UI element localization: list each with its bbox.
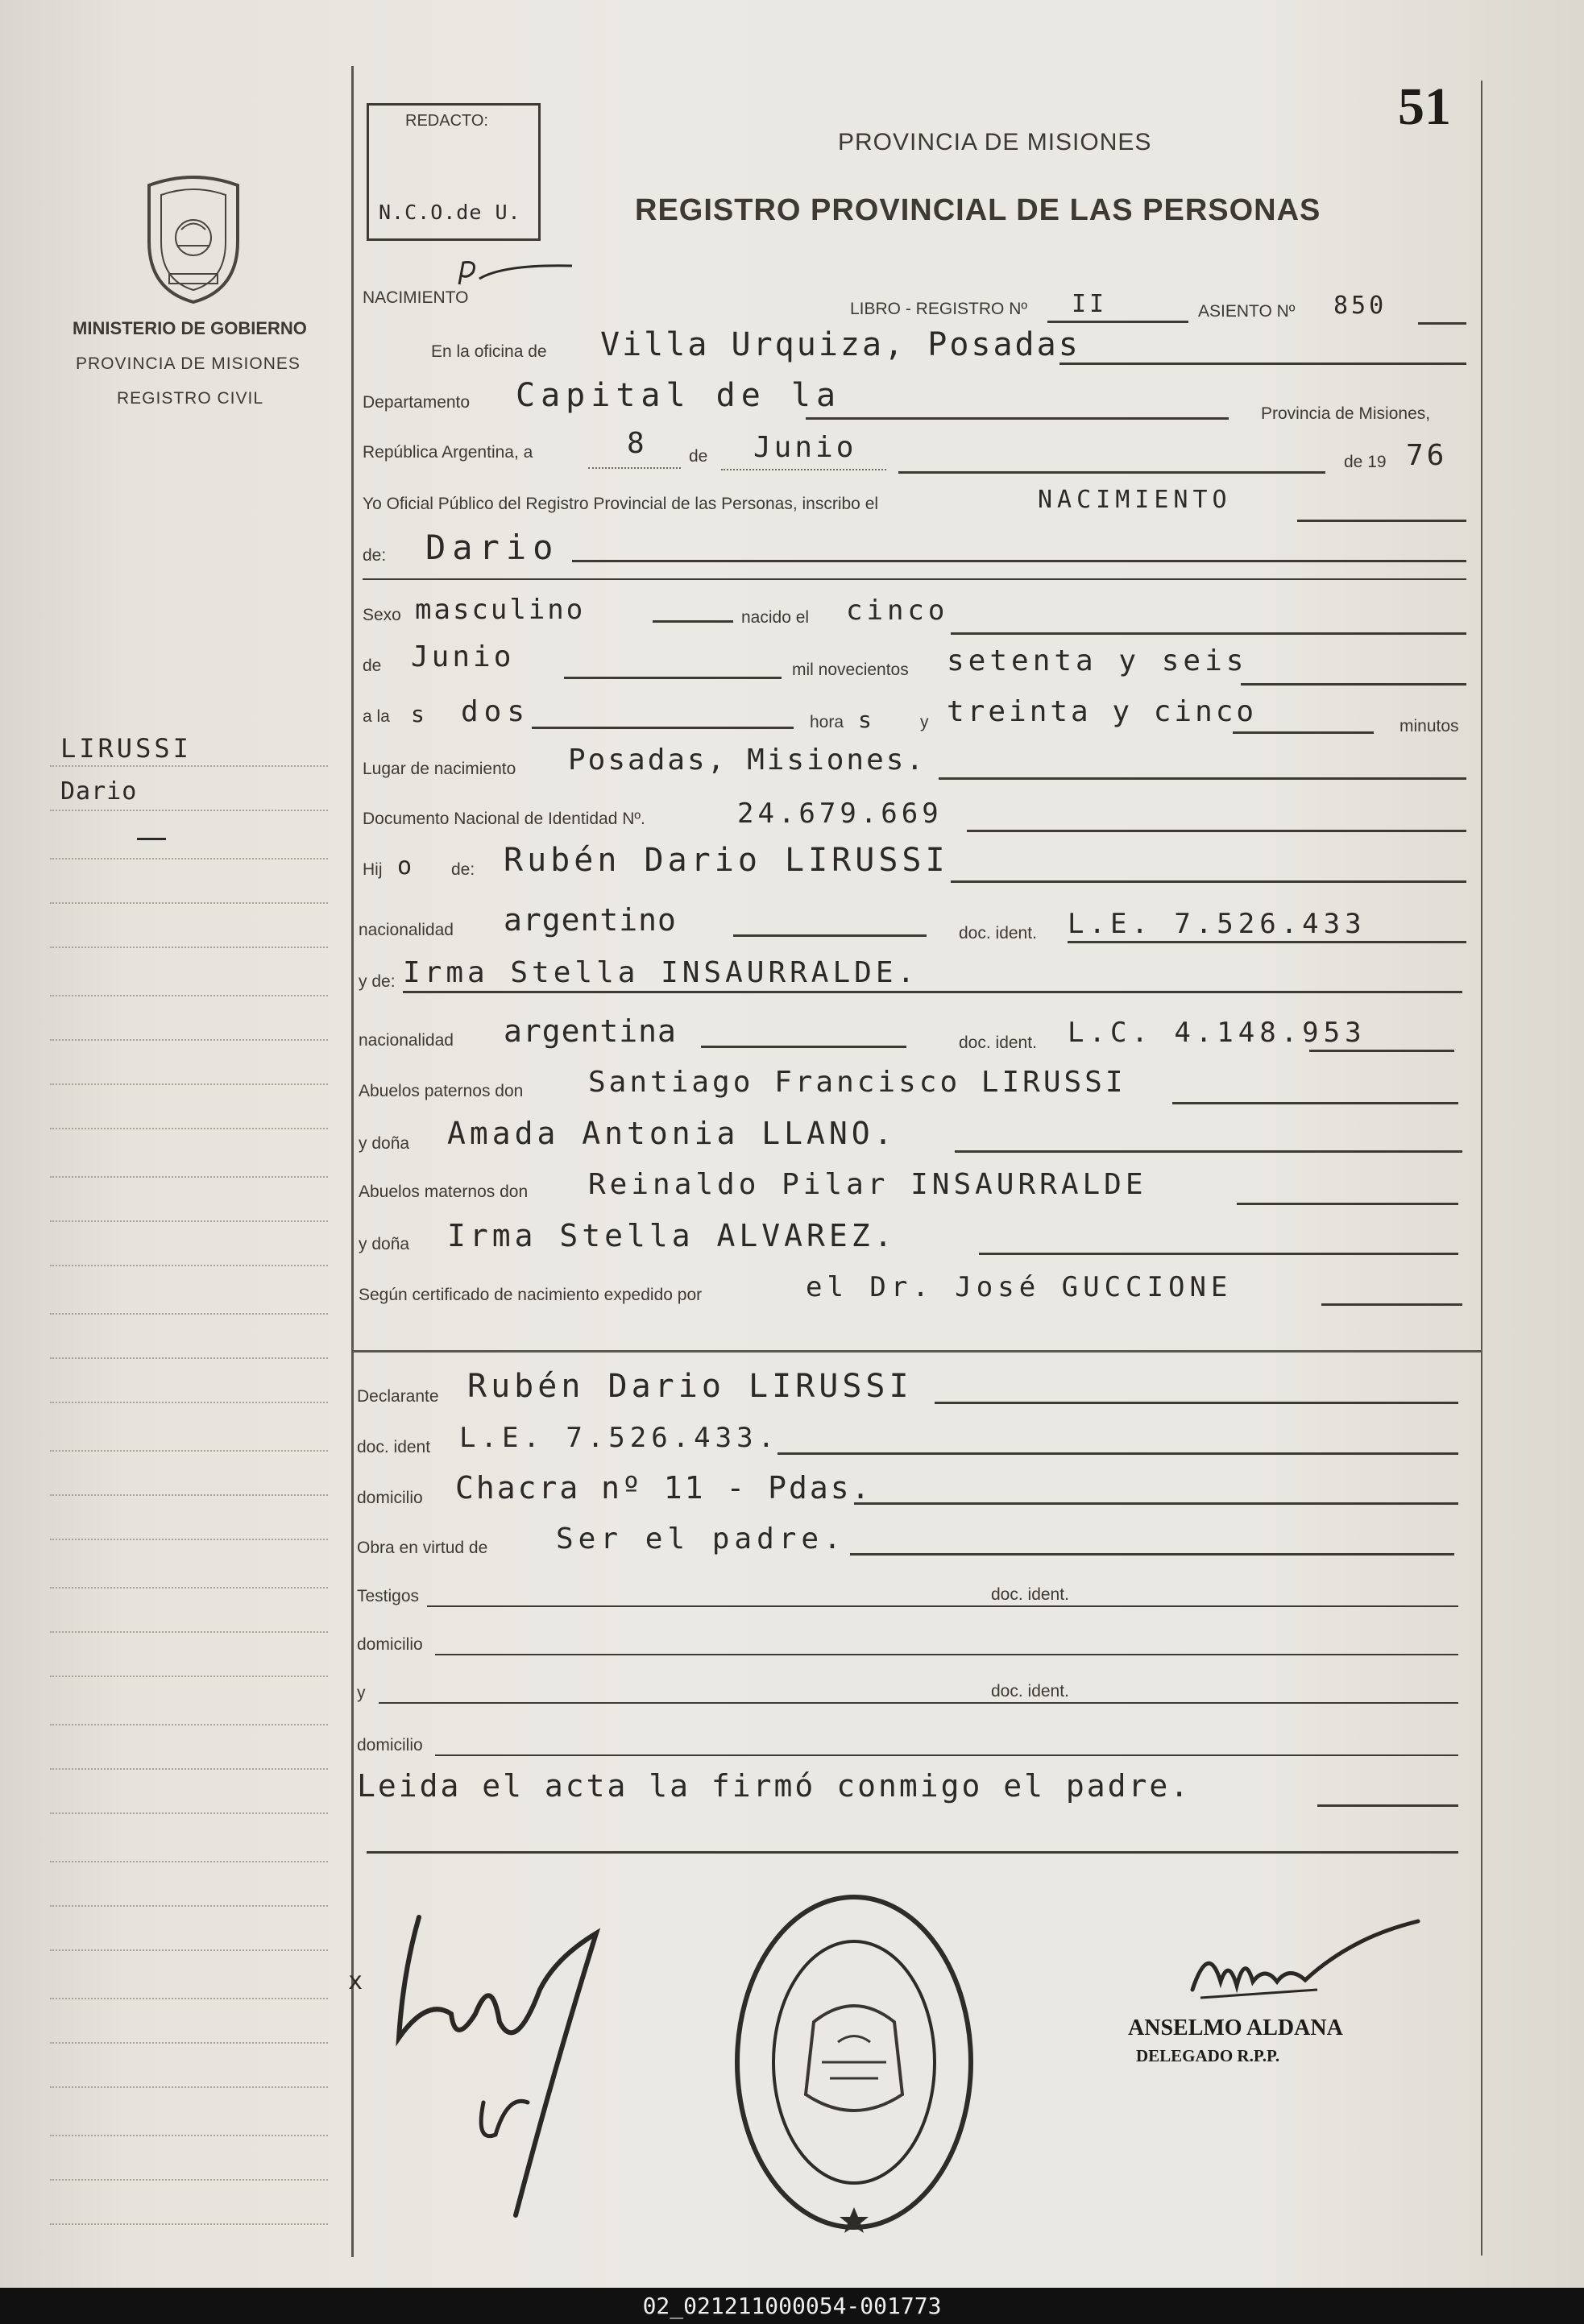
ydona-pat-label: y doña xyxy=(359,1134,410,1153)
libro-label: LIBRO - REGISTRO Nº xyxy=(850,300,1028,318)
libro-value: II xyxy=(1072,290,1108,318)
margin-dash xyxy=(137,838,166,840)
inscribo-value: NACIMIENTO xyxy=(1038,486,1232,514)
ab-mat-value: Reinaldo Pilar INSAURRALDE xyxy=(588,1168,1147,1201)
lugar-value: Posadas, Misiones. xyxy=(568,744,927,777)
margin-vertical-rule xyxy=(351,66,354,2257)
domicilio2-label: domicilio xyxy=(357,1635,423,1654)
hijo-de-label: de: xyxy=(451,860,475,879)
ab-pat-value: Santiago Francisco LIRUSSI xyxy=(588,1066,1126,1099)
ministry-registry: REGISTRO CIVIL xyxy=(117,389,264,408)
madre-value: Irma Stella INSAURRALDE. xyxy=(403,956,919,989)
testigos-label: Testigos xyxy=(357,1587,420,1605)
horas-label: hora xyxy=(810,713,844,731)
doc-decl-value: L.E. 7.526.433. xyxy=(459,1422,780,1454)
minutos-label: minutos xyxy=(1399,717,1459,735)
certificado-label: Según certificado de nacimiento expedido por xyxy=(359,1286,703,1304)
doc-madre-value: L.C. 4.148.953 xyxy=(1068,1017,1366,1049)
domicilio-label: domicilio xyxy=(357,1489,423,1507)
declarante-label: Declarante xyxy=(357,1387,439,1406)
provincial-seal-icon xyxy=(133,169,254,306)
official-scrawl xyxy=(1209,1957,1211,1958)
horas-value: dos xyxy=(461,695,531,728)
registry-stamp-icon xyxy=(717,1885,991,2239)
obra-value: Ser el padre. xyxy=(556,1522,846,1556)
redacto-value: N.C.O.de U. xyxy=(379,201,521,224)
certificado-value: el Dr. José GUCCIONE xyxy=(806,1271,1233,1303)
alas-s: s xyxy=(411,701,428,727)
hijo-suffix: o xyxy=(397,852,416,880)
cierre-value: Leida el acta la firmó conmigo el padre. xyxy=(357,1768,1192,1804)
right-vertical-rule xyxy=(1481,81,1482,2256)
mes2-value: Junio xyxy=(411,640,515,673)
margin-surname: LIRUSSI xyxy=(60,733,192,764)
nac-padre-value: argentino xyxy=(504,902,677,938)
margin-name: Dario xyxy=(60,777,138,806)
oficina-value: Villa Urquiza, Posadas xyxy=(600,326,1080,363)
anio-label: de 19 xyxy=(1344,453,1387,471)
left-margin-panel xyxy=(0,0,351,2288)
docident-padre-label: doc. ident. xyxy=(959,924,1037,942)
domicilio-value: Chacra nº 11 - Pdas. xyxy=(455,1470,873,1506)
nac-madre-value: argentina xyxy=(504,1013,677,1049)
signature-mark: x xyxy=(348,1967,367,1995)
provincia-label: Provincia de Misiones, xyxy=(1261,404,1431,423)
declarante-value: Rubén Dario LIRUSSI xyxy=(467,1368,913,1405)
y2-label: y xyxy=(357,1684,366,1702)
stamp-inner-text xyxy=(773,1929,787,1930)
anio2-value: setenta y seis xyxy=(947,644,1248,677)
ab-mat-dona-value: Irma Stella ALVAREZ. xyxy=(447,1218,897,1253)
docident-decl-label: doc. ident xyxy=(357,1438,431,1456)
de-nombre-label: de: xyxy=(363,546,387,565)
page-number: 51 xyxy=(1398,77,1451,136)
asiento-label: ASIENTO Nº xyxy=(1198,302,1296,321)
padre-value: Rubén Dario LIRUSSI xyxy=(504,842,949,879)
dni-value: 24.679.669 xyxy=(737,797,943,830)
docident-testigos-label: doc. ident. xyxy=(991,1585,1069,1604)
oficial-text: Yo Oficial Público del Registro Provincial de las Personas, inscribo el xyxy=(363,495,879,513)
docident-madre-label: doc. ident. xyxy=(959,1034,1037,1052)
hijo-label: Hij xyxy=(363,860,383,879)
ab-pat-dona-value: Amada Antonia LLANO. xyxy=(447,1116,897,1151)
stamp-outer-text xyxy=(749,1889,773,1890)
sexo-label: Sexo xyxy=(363,606,401,624)
doc-padre-value: L.E. 7.526.433 xyxy=(1068,908,1366,940)
footer-id: 02_021211000054-001773 xyxy=(642,2293,942,2319)
declarant-signature-icon xyxy=(355,1901,677,2223)
dia-value: 8 xyxy=(627,427,648,460)
minutos-value: treinta y cinco xyxy=(947,695,1258,728)
horas-s: s xyxy=(858,706,875,733)
nacido-label: nacido el xyxy=(741,608,810,627)
official-signature-icon xyxy=(1176,1909,1426,2022)
lugar-label: Lugar de nacimiento xyxy=(363,760,516,778)
oficina-label: En la oficina de xyxy=(431,342,547,361)
registry-heading: REGISTRO PROVINCIAL DE LAS PERSONAS xyxy=(635,193,1321,227)
milnov-label: mil novecientos xyxy=(792,661,909,679)
ab-pat-label: Abuelos paternos don xyxy=(359,1082,524,1100)
ydona-mat-label: y doña xyxy=(359,1235,410,1253)
nac-madre-label: nacionalidad xyxy=(359,1031,454,1050)
ministry-title: MINISTERIO DE GOBIERNO xyxy=(73,318,307,338)
redacto-label: REDACTO: xyxy=(405,112,488,130)
ab-mat-label: Abuelos maternos don xyxy=(359,1183,529,1201)
nacido-value: cinco xyxy=(846,594,949,627)
alas-label: a la xyxy=(363,707,390,726)
departamento-label: Departamento xyxy=(363,393,471,412)
departamento-value: Capital de la xyxy=(516,377,842,414)
republica-label: República Argentina, a xyxy=(363,443,533,462)
nac-padre-label: nacionalidad xyxy=(359,921,454,939)
footer-bar xyxy=(0,2288,1584,2324)
anio-value: 76 xyxy=(1406,439,1448,472)
official-title: DELEGADO R.P.P. xyxy=(1136,2046,1280,2065)
initial-scribble-icon xyxy=(455,256,576,292)
de-label: de xyxy=(689,447,708,466)
docident4-label: doc. ident. xyxy=(991,1682,1069,1701)
act-type-label: NACIMIENTO xyxy=(363,288,469,307)
ministry-province: PROVINCIA DE MISIONES xyxy=(76,354,301,373)
y-label: y xyxy=(920,713,929,731)
official-name: ANSELMO ALDANA xyxy=(1128,2015,1343,2040)
de2-label: de xyxy=(363,657,382,675)
asiento-value: 850 xyxy=(1333,292,1387,320)
redacto-box xyxy=(367,103,541,241)
dni-label: Documento Nacional de Identidad Nº. xyxy=(363,810,645,828)
mes-value: Junio xyxy=(753,431,857,464)
yde-label: y de: xyxy=(359,972,396,991)
nombre-value: Dario xyxy=(425,528,560,567)
sexo-value: masculino xyxy=(415,594,586,626)
domicilio3-label: domicilio xyxy=(357,1736,423,1754)
province-heading: PROVINCIA DE MISIONES xyxy=(838,129,1152,155)
obra-label: Obra en virtud de xyxy=(357,1539,488,1557)
